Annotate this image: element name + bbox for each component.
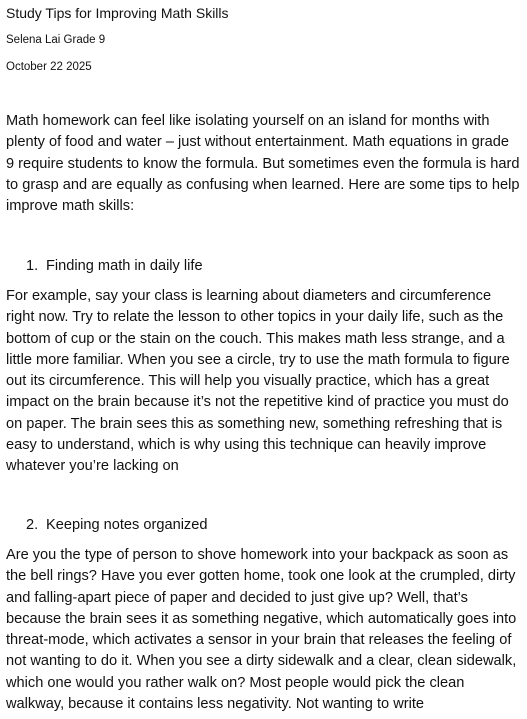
- section-heading-text: Keeping notes organized: [46, 517, 208, 533]
- intro-paragraph: Math homework can feel like isolating yourself on an island for months with plenty of food and water – just without entertainment. Math equations in grade 9 require students to know the formula. But sometimes even the formula is hard to grasp and are equally as confusing when learned. Here are some tips to help improve math skills:: [6, 113, 520, 215]
- section-body-notes-organized: Are you the type of person to shove homework into your backpack as soon as the bell rings? Have you ever gotten home, took one look at the crumpled, dirty and falling-apart piece of paper and decided to just give up? Well, that’s because the brain sees it as something negative, which automatically goes into threat-mode, which activates a sensor in your brain that releases the feeling of not wanting to do it. When you see a dirty sidewalk and a clear, clean sidewalk, which one would you rather walk on? Most people would pick the clean walkway, because it contains less negativity. Not wanting to write: [6, 547, 517, 713]
- list-number: 1.: [26, 258, 39, 274]
- document-title: Study Tips for Improving Math Skills: [6, 5, 229, 21]
- section-heading-daily-life: [26, 256, 203, 277]
- section-body-daily-life: For example, say your class is learning about diameters and circumference right now. Try to relate the lesson to other topics in your daily life, such as the bottom of cup or the stain on the couch. This makes math less strange, and a little more familiar. When you see a circle, try to use the math formula to figure out its circumference. This will help you visually practice, which has a great impact on the brain because it’s not the repetitive kind of practice you must do on paper. The brain sees this as something new, something refreshing that is easy to understand, which is why using this technique can heavily improve whatever you’re lacking on: [6, 288, 510, 475]
- section-heading-notes-organized: [26, 515, 207, 536]
- date-line: October 22 2025: [6, 61, 92, 73]
- section-heading-text: Finding math in daily life: [46, 258, 203, 274]
- list-number: 2.: [26, 517, 39, 533]
- author-line: Selena Lai Grade 9: [6, 34, 106, 46]
